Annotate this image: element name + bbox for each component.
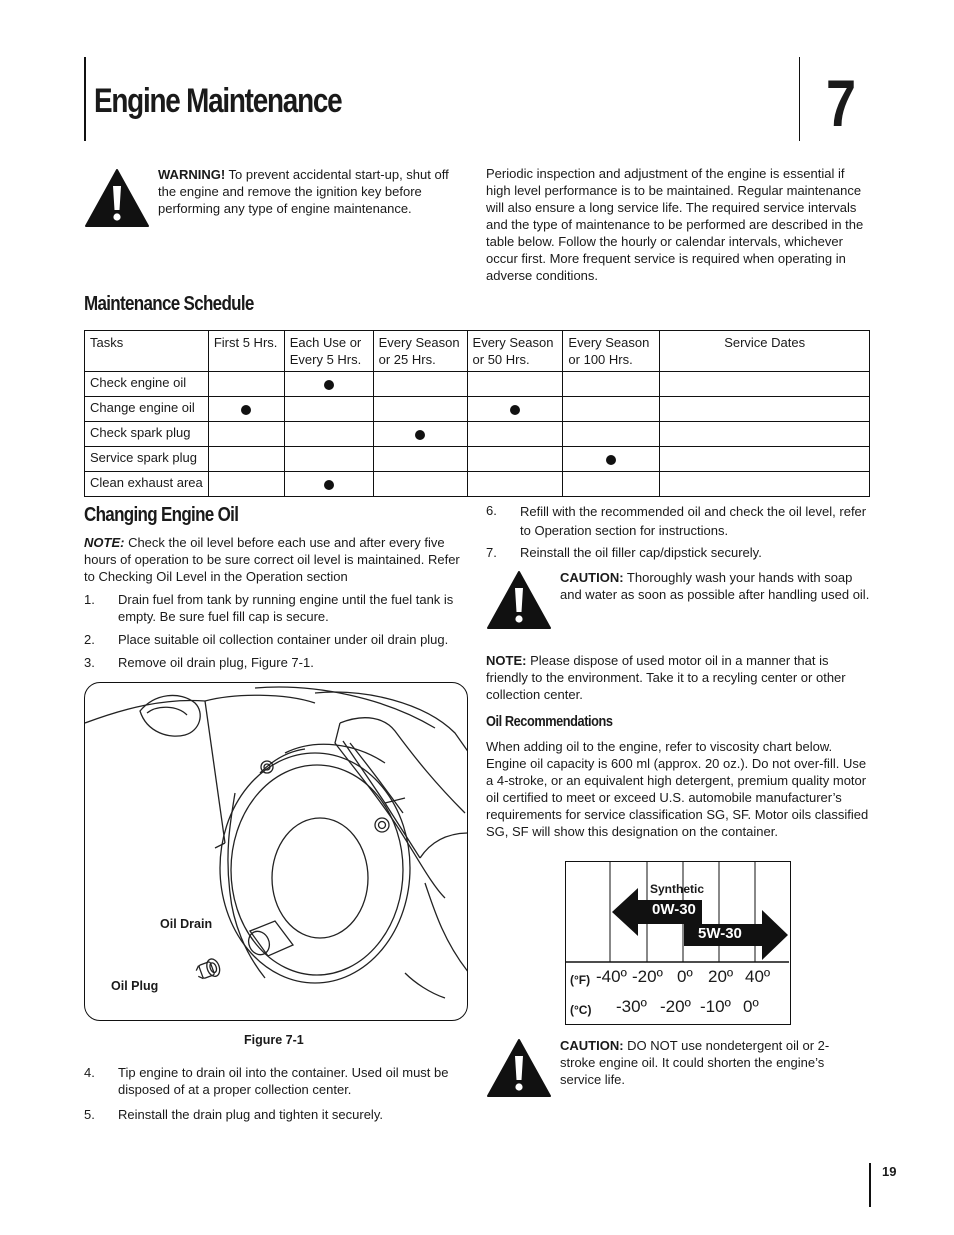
interval-cell	[208, 422, 284, 447]
interval-cell	[284, 397, 373, 422]
task-cell: Check spark plug	[85, 422, 209, 447]
interval-cell	[563, 472, 660, 497]
column-header: Tasks	[85, 331, 209, 372]
fahrenheit-unit: (°F)	[570, 973, 591, 987]
interval-cell	[284, 447, 373, 472]
interval-cell	[563, 447, 660, 472]
temp-c: -10º	[700, 997, 731, 1016]
column-header: Every Season or 100 Hrs.	[563, 331, 660, 372]
note-label: NOTE:	[84, 535, 125, 550]
step-text: Reinstall the oil filler cap/dipstick securely.	[520, 545, 762, 560]
caution-label: CAUTION:	[560, 570, 624, 585]
step-item	[84, 591, 470, 625]
warning-body: To prevent accidental start-up, shut off the engine and remove the ignition key before performing any type of engine maintenance.	[158, 167, 449, 216]
interval-cell	[467, 422, 563, 447]
temp-f: -20º	[632, 967, 663, 986]
oil-grade-0w30: 0W-30	[652, 901, 696, 918]
schedule-heading: Maintenance Schedule	[84, 293, 254, 315]
interval-cell	[563, 397, 660, 422]
step-number: 7.	[486, 545, 497, 560]
note-label: NOTE:	[486, 653, 527, 668]
caution-body: Thoroughly wash your hands with soap and water as soon as possible after handling used oil.	[560, 570, 870, 602]
interval-cell	[208, 397, 284, 422]
interval-cell	[284, 472, 373, 497]
service-dates-cell[interactable]	[660, 372, 870, 397]
interval-cell	[208, 447, 284, 472]
service-dates-cell[interactable]	[660, 422, 870, 447]
service-dates-cell[interactable]	[660, 397, 870, 422]
table-row	[85, 372, 870, 397]
temp-c: 0º	[743, 997, 759, 1016]
oil-recommendations-text: When adding oil to the engine, refer to viscosity chart below. Engine oil capacity is 600 ml (approx. 20 oz.). Do not over-fill. Use a 4-stroke, or an equivalent high detergent, premium quality motor oil certified to meet or exceed U.S. automobile manufacturer’s requirements for service classification SG, SF. Motor oils classified SG, SF will show this designation on the container.	[486, 739, 869, 839]
caution-body: DO NOT use nondetergent oil or 2-stroke engine oil. It could shorten the engine’s service life.	[560, 1038, 830, 1087]
step-item	[84, 631, 470, 648]
caution-icon	[486, 570, 552, 630]
column-header: First 5 Hrs.	[208, 331, 284, 372]
caution-label: CAUTION:	[560, 1038, 624, 1053]
task-cell: Service spark plug	[85, 447, 209, 472]
changing-oil-heading: Changing Engine Oil	[84, 504, 239, 526]
step-number: 4.	[84, 1065, 95, 1080]
step-item	[486, 502, 872, 538]
figure-caption: Figure 7-1	[244, 1033, 304, 1047]
interval-cell	[563, 372, 660, 397]
page-title: Engine Maintenance	[94, 82, 342, 120]
synthetic-label: Synthetic	[650, 882, 705, 896]
scheduled-dot-icon	[241, 405, 251, 415]
temp-f: 0º	[677, 967, 693, 986]
oil-grade-5w30: 5W-30	[698, 925, 742, 942]
interval-cell	[467, 397, 563, 422]
table-header-row	[85, 331, 870, 372]
task-cell: Change engine oil	[85, 397, 209, 422]
interval-cell	[467, 472, 563, 497]
temp-c: -30º	[616, 997, 647, 1016]
step-item	[486, 544, 872, 561]
oil-recommendations-heading: Oil Recommendations	[486, 713, 613, 730]
chapter-rule	[799, 57, 800, 141]
column-header: Each Use or Every 5 Hrs.	[284, 331, 373, 372]
interval-cell	[467, 447, 563, 472]
interval-cell	[373, 397, 467, 422]
maintenance-schedule-table	[84, 330, 870, 497]
step-text: Drain fuel from tank by running engine until the fuel tank is empty. Be sure fuel fill cap is secure.	[118, 592, 454, 624]
task-cell: Check engine oil	[85, 372, 209, 397]
caution-text	[560, 1037, 860, 1088]
column-header: Every Season or 25 Hrs.	[373, 331, 467, 372]
step-number: 2.	[84, 632, 95, 647]
step-text: Remove oil drain plug, Figure 7-1.	[118, 655, 314, 670]
step-text: Tip engine to drain oil into the container. Used oil must be disposed of at a proper collection center.	[118, 1065, 449, 1097]
page-number: 19	[882, 1164, 897, 1179]
interval-cell	[563, 422, 660, 447]
step-number: 3.	[84, 655, 95, 670]
title-rule	[84, 57, 86, 141]
celsius-unit: (°C)	[570, 1003, 592, 1017]
note-text: Check the oil level before each use and after every five hours of operation to be sure correct oil level is maintained. Refer to Checking Oil Level in the Operation section	[84, 535, 460, 584]
interval-cell	[208, 472, 284, 497]
service-dates-cell[interactable]	[660, 472, 870, 497]
caution-icon	[486, 1038, 552, 1098]
interval-cell	[284, 372, 373, 397]
step-item	[84, 1064, 470, 1098]
table-row	[85, 422, 870, 447]
scheduled-dot-icon	[415, 430, 425, 440]
step-text: Refill with the recommended oil and check the oil level, refer to Operation section for instructions.	[520, 504, 867, 538]
page-number-rule	[869, 1163, 871, 1207]
warning-icon	[84, 168, 150, 228]
interval-cell	[373, 372, 467, 397]
step-text: Reinstall the drain plug and tighten it securely.	[118, 1107, 383, 1122]
viscosity-chart	[565, 861, 791, 1025]
interval-cell	[373, 472, 467, 497]
scheduled-dot-icon	[324, 480, 334, 490]
scheduled-dot-icon	[324, 380, 334, 390]
step-number: 5.	[84, 1107, 95, 1122]
disposal-note	[486, 652, 872, 703]
temp-c: -20º	[660, 997, 691, 1016]
caution-text	[560, 569, 870, 603]
note-text: Please dispose of used motor oil in a manner that is friendly to the environment. Take it to a recyling center or other collection center.	[486, 653, 846, 702]
interval-cell	[373, 422, 467, 447]
column-header: Every Season or 50 Hrs.	[467, 331, 563, 372]
table-row	[85, 472, 870, 497]
scheduled-dot-icon	[510, 405, 520, 415]
table-row	[85, 397, 870, 422]
engine-illustration	[85, 683, 468, 1021]
column-header: Service Dates	[660, 331, 870, 372]
warning-text	[158, 166, 468, 217]
oil-note	[84, 534, 470, 585]
interval-cell	[373, 447, 467, 472]
step-number: 6.	[486, 503, 497, 518]
step-item	[84, 654, 470, 671]
oil-drain-label: Oil Drain	[160, 917, 213, 931]
service-dates-cell[interactable]	[660, 447, 870, 472]
temp-f: 20º	[708, 967, 734, 986]
table-row	[85, 447, 870, 472]
temp-f: 40º	[745, 967, 771, 986]
intro-paragraph: Periodic inspection and adjustment of the engine is essential if high level performance is to be maintained. Regular maintenance will also ensure a long service life. The required service intervals and the type of maintenance to be performed are described in the table below. Follow the hourly or calendar intervals, whichever occur first. More frequent service is required when operating in adverse conditions.	[486, 166, 864, 283]
warning-label: WARNING!	[158, 167, 226, 182]
engine-drain-figure	[84, 682, 468, 1021]
oil-plug-label: Oil Plug	[111, 979, 159, 993]
step-item	[84, 1106, 470, 1123]
chapter-number: 7	[826, 66, 857, 140]
temp-f: -40º	[596, 967, 627, 986]
step-text: Place suitable oil collection container under oil drain plug.	[118, 632, 449, 647]
scheduled-dot-icon	[606, 455, 616, 465]
task-cell: Clean exhaust area	[85, 472, 209, 497]
interval-cell	[467, 372, 563, 397]
step-number: 1.	[84, 592, 95, 607]
interval-cell	[208, 372, 284, 397]
interval-cell	[284, 422, 373, 447]
